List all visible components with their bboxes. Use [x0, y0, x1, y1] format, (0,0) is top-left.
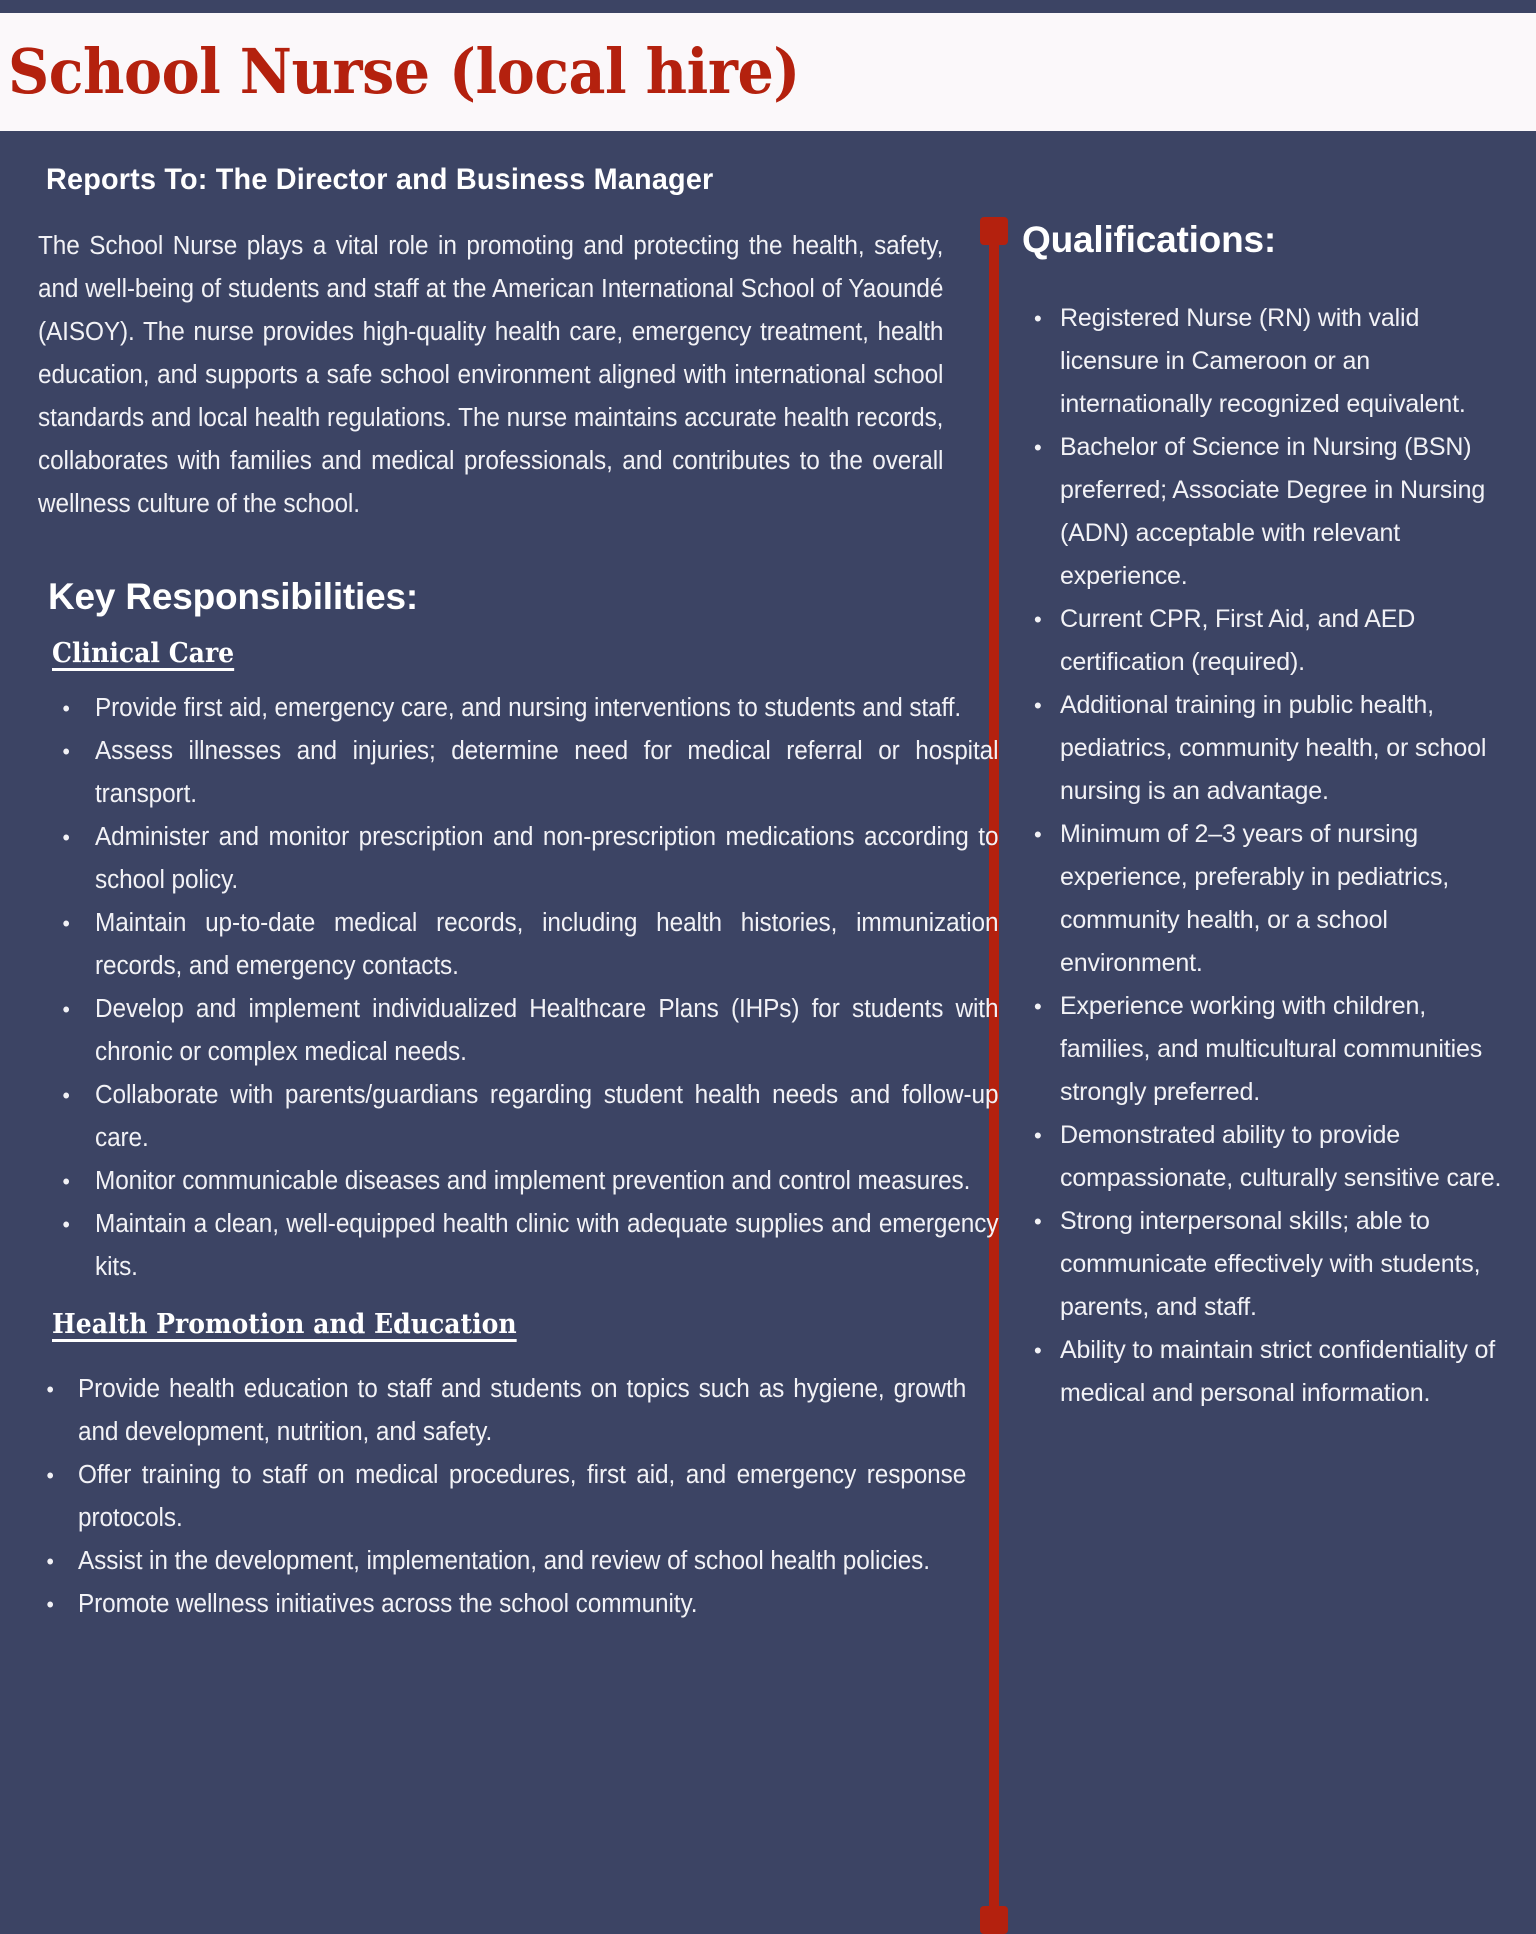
list-item: • Provide first aid, emergency care, and nursing interventions to students and staff.	[95, 687, 998, 730]
list-item: • Additional training in public health, pediatrics, community health, or school nursing is an advantage.	[1060, 684, 1522, 813]
list-item: • Demonstrated ability to provide compassionate, culturally sensitive care.	[1060, 1114, 1522, 1200]
key-responsibilities-heading: Key Responsibilities:	[48, 576, 419, 617]
list-item: • Maintain a clean, well-equipped health clinic with adequate supplies and emergency kits.	[95, 1203, 998, 1289]
qualifications-heading: Qualifications:	[1022, 219, 1276, 260]
list-item: • Develop and implement individualized Healthcare Plans (IHPs) for students with chronic or complex medical needs.	[95, 988, 998, 1074]
clinical-care-section	[38, 618, 999, 1289]
intro-paragraph: The School Nurse plays a vital role in promoting and protecting the health, safety, and well-being of students and staff at the American International School of Yaoundé (AISOY). The nurse provides high-quality health care, emergency treatment, health education, and supports a safe school environment aligned with international school standards and local health regulations. The nurse maintains accurate health records, collaborates with families and medical professionals, and contributes to the overall wellness culture of the school.	[38, 232, 944, 518]
right-column	[1022, 131, 1500, 1415]
health-promotion-subheading: Health Promotion and Education	[52, 1309, 517, 1340]
left-column	[38, 131, 999, 1626]
list-item: • Collaborate with parents/guardians regarding student health needs and follow-up care.	[95, 1074, 998, 1160]
list-item: • Promote wellness initiatives across the school community.	[78, 1583, 966, 1626]
list-item: • Registered Nurse (RN) with valid licensure in Cameroon or an internationally recognized equivalent.	[1060, 297, 1522, 426]
list-item: • Strong interpersonal skills; able to communicate effectively with students, parents, and staff.	[1060, 1200, 1522, 1329]
clinical-care-subheading: Clinical Care	[52, 638, 235, 669]
list-item: • Provide health education to staff and students on topics such as hygiene, growth and development, nutrition, and safety.	[78, 1368, 966, 1454]
list-item: • Maintain up-to-date medical records, including health histories, immunization records, and emergency contacts.	[95, 902, 998, 988]
list-item: • Monitor communicable diseases and implement prevention and control measures.	[95, 1160, 998, 1203]
list-item: • Current CPR, First Aid, and AED certification (required).	[1060, 598, 1522, 684]
health-promotion-list	[38, 1368, 1008, 1626]
list-item: • Administer and monitor prescription and non-prescription medications according to school policy.	[95, 816, 998, 902]
qualifications-list	[1022, 297, 1522, 1415]
list-item: • Minimum of 2–3 years of nursing experience, preferably in pediatrics, community health, or a school environment.	[1060, 813, 1522, 985]
list-item: • Assess illnesses and injuries; determine need for medical referral or hospital transport.	[95, 730, 998, 816]
page-title: School Nurse (local hire)	[8, 35, 800, 108]
health-promotion-section	[38, 1289, 988, 1626]
title-header-band	[0, 13, 1536, 131]
list-item: • Offer training to staff on medical procedures, first aid, and emergency response protocols.	[78, 1454, 966, 1540]
list-item: • Experience working with children, families, and multicultural communities strongly preferred.	[1060, 985, 1522, 1114]
clinical-care-list	[38, 687, 1041, 1289]
list-item: • Bachelor of Science in Nursing (BSN) preferred; Associate Degree in Nursing (ADN) acceptable with relevant experience.	[1060, 426, 1522, 598]
list-item: • Ability to maintain strict confidentiality of medical and personal information.	[1060, 1329, 1522, 1415]
reports-to-line: Reports To: The Director and Business Manager	[46, 163, 714, 196]
divider-bottom-cap	[980, 1906, 1008, 1934]
list-item: • Assist in the development, implementation, and review of school health policies.	[78, 1540, 966, 1583]
document-body	[0, 131, 1536, 1920]
